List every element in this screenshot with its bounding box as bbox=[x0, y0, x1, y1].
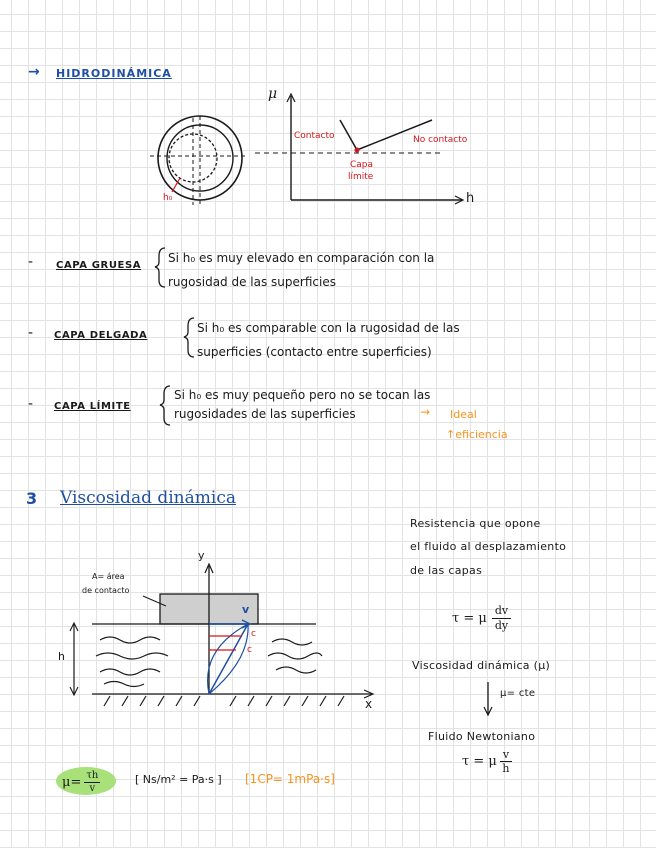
resistencia-line3: de las capas bbox=[410, 564, 483, 577]
limite-label: límite bbox=[348, 172, 374, 182]
section-title-viscosidad: Viscosidad dinámica bbox=[60, 488, 236, 508]
formula2-num: v bbox=[500, 748, 512, 762]
bottom-cp: [1CP= 1mPa·s] bbox=[245, 772, 335, 786]
brace-delgada bbox=[184, 318, 194, 357]
area-label-1: A= área bbox=[92, 572, 125, 581]
contacto-label: Contacto bbox=[294, 131, 335, 141]
y-axis-label: y bbox=[198, 549, 205, 562]
no-contacto-label: No contacto bbox=[413, 135, 468, 145]
viscosidad-label: Viscosidad dinámica (μ) bbox=[412, 659, 551, 672]
x-axis-label: x bbox=[365, 697, 373, 711]
resistencia-line2: el fluido al desplazamiento bbox=[410, 540, 567, 553]
formula1-lhs: τ = μ bbox=[452, 611, 487, 626]
resistencia-line1: Resistencia que opone bbox=[410, 517, 541, 530]
bottom-mu: μ= bbox=[62, 775, 82, 790]
brace-limite bbox=[160, 386, 170, 425]
bottom-fraction bbox=[84, 770, 100, 795]
formula1-fraction bbox=[492, 604, 511, 633]
bottom-formula-mu bbox=[62, 770, 100, 795]
formula-tau-v-h bbox=[462, 748, 512, 775]
bullet-gruesa: - bbox=[28, 254, 34, 270]
formula2-lhs: τ = μ bbox=[462, 754, 497, 769]
formula1-num: dv bbox=[492, 604, 511, 619]
formula1-den: dy bbox=[494, 619, 509, 632]
capa-limite-line2: rugosidades de las superficies bbox=[174, 407, 356, 421]
section-title-hidrodinamica: HIDRODINÁMICA bbox=[56, 67, 172, 80]
bottom-den: v bbox=[89, 783, 96, 794]
capa-gruesa-line1: Si h₀ es muy elevado en comparación con la bbox=[168, 251, 435, 265]
capa-delgada-line1: Si h₀ es comparable con la rugosidad de las bbox=[197, 321, 460, 335]
h0-label: h₀ bbox=[163, 193, 173, 203]
limite-arrow: → bbox=[420, 405, 431, 419]
capa-limite-point bbox=[355, 148, 360, 153]
brace-gruesa bbox=[155, 248, 165, 287]
velocity-profile bbox=[209, 624, 248, 694]
c-label-2: c bbox=[247, 645, 252, 655]
bullet-delgada: - bbox=[28, 325, 34, 341]
bullet-limite: - bbox=[28, 396, 34, 412]
mu-axis-label: μ bbox=[268, 86, 278, 102]
capa-delgada-label: CAPA DELGADA bbox=[54, 330, 148, 341]
velocity-label: v bbox=[242, 603, 250, 616]
section-number: 3 bbox=[26, 489, 38, 508]
section-arrow: → bbox=[28, 64, 41, 80]
h-axis-label: h bbox=[466, 191, 475, 206]
ground-hatching bbox=[104, 696, 344, 706]
capa-delgada-line2: superficies (contacto entre superficies) bbox=[197, 345, 432, 359]
ideal-note: Ideal bbox=[450, 408, 477, 421]
formula2-den: h bbox=[502, 762, 510, 775]
capa-limite-label: CAPA LÍMITE bbox=[54, 401, 131, 412]
capa-gruesa-line2: rugosidad de las superficies bbox=[168, 275, 336, 289]
bottom-num: τh bbox=[86, 770, 99, 781]
eficiencia-note: ↑eficiencia bbox=[446, 428, 508, 441]
c-label-1: c bbox=[251, 629, 256, 639]
h-dimension-label: h bbox=[58, 650, 65, 663]
area-label-2: de contacto bbox=[82, 586, 130, 595]
capa-label: Capa bbox=[350, 160, 374, 170]
fluido-newtoniano-label: Fluido Newtoniano bbox=[428, 730, 536, 743]
formula2-fraction bbox=[500, 748, 512, 775]
formula-tau-dv-dy bbox=[452, 604, 511, 633]
bottom-units: [ Ns/m² = Pa·s ] bbox=[135, 773, 222, 786]
mu-cte-label: μ= cte bbox=[500, 688, 536, 699]
capa-gruesa-label: CAPA GRUESA bbox=[56, 260, 142, 271]
capa-limite-line1: Si h₀ es muy pequeño pero no se tocan las bbox=[174, 388, 431, 402]
